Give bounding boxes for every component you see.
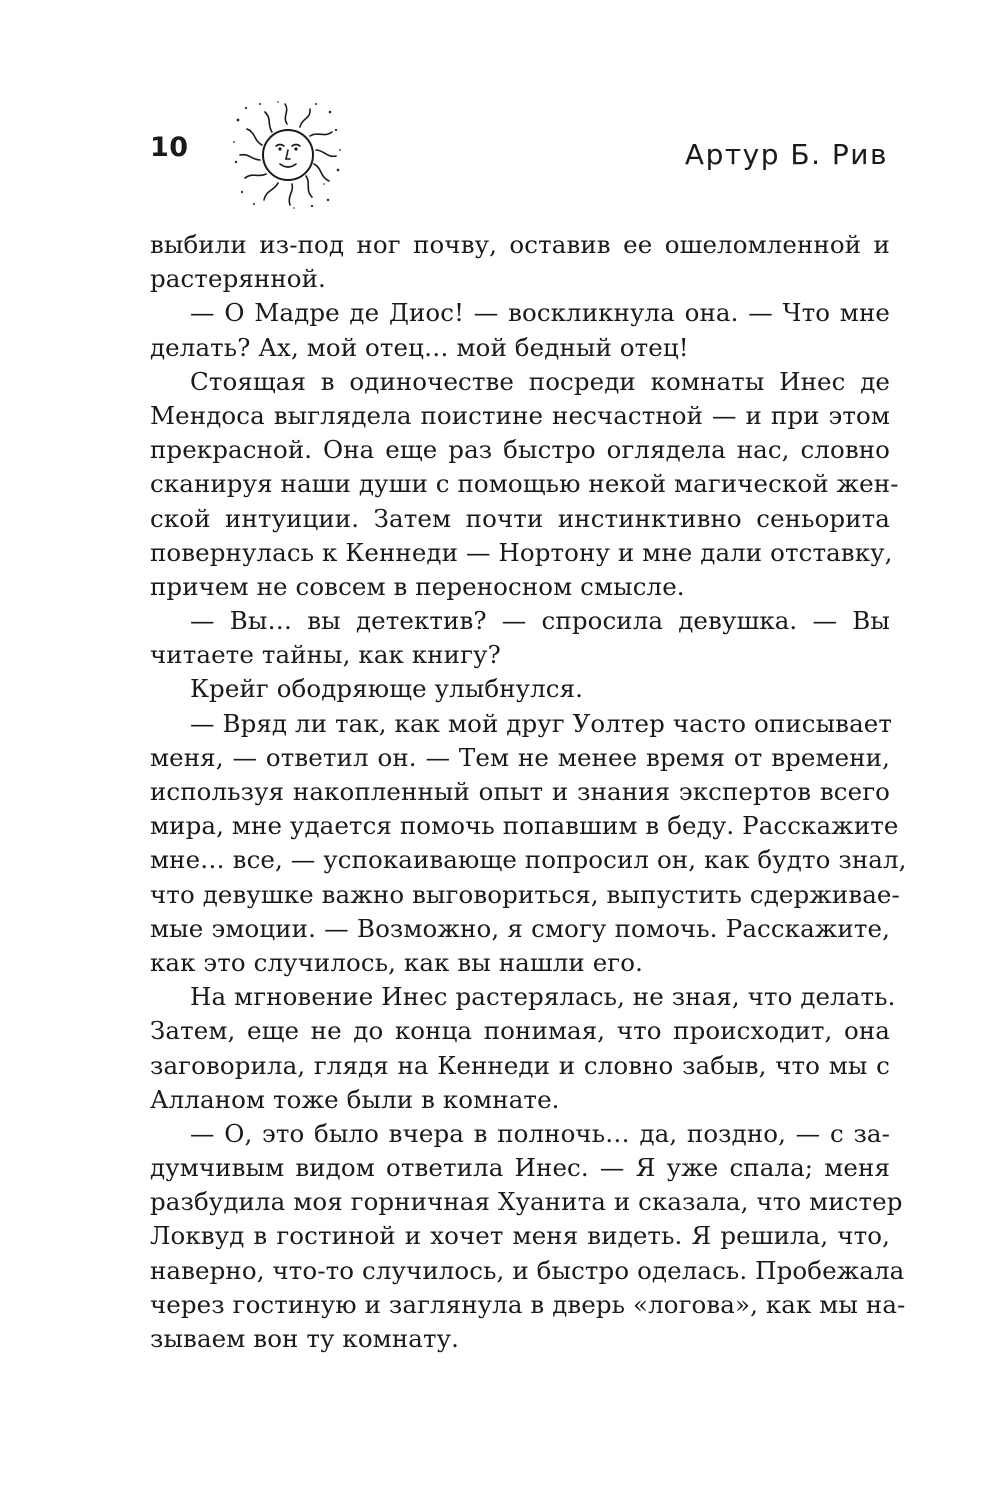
text-line: через гостиную и заглянула в дверь «логова», как мы на- (150, 1289, 906, 1319)
text-line: как это случилось, как вы нашли его. (150, 947, 643, 977)
text-line: растерянной. (150, 264, 326, 294)
text-line: читаете тайны, как книгу? (150, 640, 501, 670)
sun-face-icon (232, 100, 342, 210)
text-line: выбили из-под ног почву, оставив ее ошеломленной и (150, 230, 890, 259)
page-number: 10 (150, 132, 189, 163)
paragraph (150, 228, 890, 296)
text-line: разбудила моя горничная Хуанита и сказала, что мистер (150, 1187, 903, 1217)
text-line: Затем, еще не до конца понимая, что происходит, она (150, 1016, 890, 1046)
paragraph (150, 365, 899, 604)
text-line: что девушке важно выговориться, выпустить сдерживае- (150, 879, 900, 909)
text-line: сканируя наши души с помощью некой магической жен- (150, 469, 899, 499)
text-line: Стоящая в одиночестве посреди комнаты Инес де (190, 366, 890, 396)
paragraph (150, 604, 890, 672)
text-line: делать? Ах, мой отец… мой бедный отец! (150, 332, 689, 362)
text-line: Алланом тоже были в комнате. (150, 1084, 560, 1114)
text-line: мира, мне удается помочь попавшим в беду. Расскажите (150, 811, 899, 841)
text-line: прекрасной. Она еще раз быстро оглядела нас, словно (150, 435, 890, 465)
text-line: причем не совсем в переносном смысле. (150, 571, 685, 601)
text-line: зываем вон ту комнату. (150, 1324, 460, 1353)
running-title: Артур Б. Рив (684, 138, 888, 171)
text-line: — Вы… вы детектив? — спросила девушка. — Вы (190, 606, 890, 636)
text-line: заговорила, глядя на Кеннеди и словно забыв, что мы с (150, 1050, 890, 1080)
text-line: мне… все, — успокаивающе попросил он, как будто знал, (150, 845, 907, 875)
body-text (150, 228, 907, 1356)
paragraph (150, 1117, 906, 1356)
paragraph (150, 707, 907, 981)
text-line: Крейг ободряюще улыбнулся. (190, 674, 584, 704)
text-line: — Вряд ли так, как мой друг Уолтер часто описывает (190, 708, 893, 738)
text-line: используя накопленный опыт и знания экспертов всего (150, 777, 890, 806)
text-line: повернулась к Кеннеди — Нортону и мне дали отставку, (150, 537, 893, 567)
text-line: — О, это было вчера в полночь… да, поздно, — с за- (190, 1118, 890, 1148)
text-line: ской интуиции. Затем почти инстинктивно сеньорита (150, 503, 890, 533)
paragraph (150, 672, 890, 706)
text-line: Локвуд в гостиной и хочет меня видеть. Я решила, что, (150, 1221, 890, 1251)
text-line: меня, — ответил он. — Тем не менее время от времени, (150, 742, 890, 772)
text-line: мые эмоции. — Возможно, я смогу помочь. Расскажите, (150, 913, 890, 943)
paragraph (150, 296, 890, 364)
paragraph (150, 980, 896, 1117)
text-line: Мендоса выглядела поистине несчастной — и при этом (150, 400, 890, 430)
text-line: думчивым видом ответила Инес. — Я уже спала; меня (150, 1153, 890, 1183)
text-line: наверно, что-то случилось, и быстро оделась. Пробежала (150, 1255, 905, 1285)
text-line: На мгновение Инес растерялась, не зная, что делать. (190, 982, 896, 1012)
text-line: — О Мадре де Диос! — воскликнула она. — Что мне (190, 298, 890, 328)
page-header (0, 0, 1000, 230)
